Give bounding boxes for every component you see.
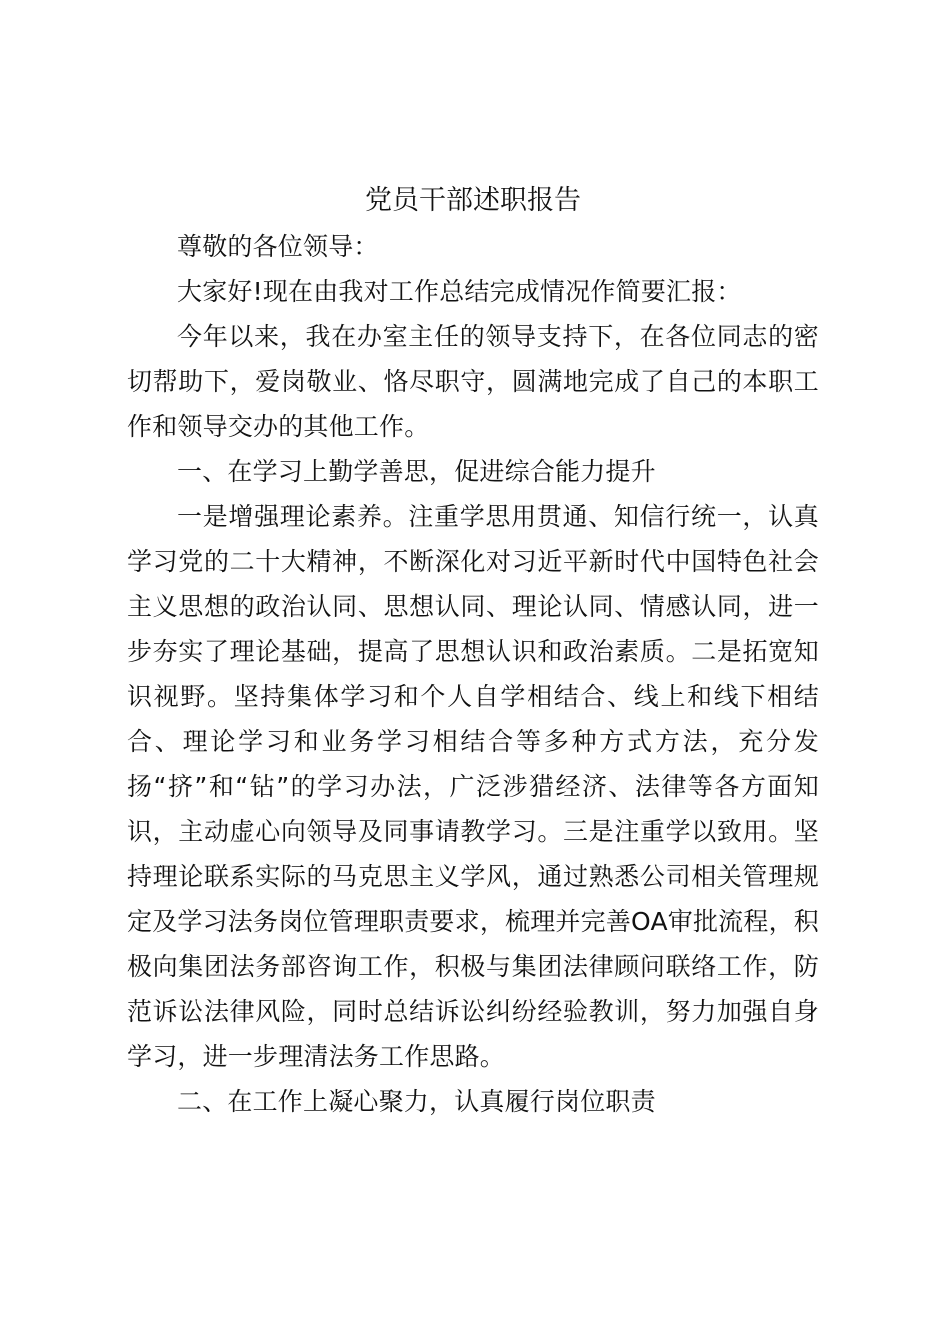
section-2-heading: 二、在工作上凝心聚力，认真履行岗位职责 (177, 1087, 656, 1116)
section-1-body: 一是增强理论素养。注重学思用贯通、知信行统一，认真学习党的二十大精神，不断深化对习近平新时代中国特色社会主义思想的政治认同、思想认同、理论认同、情感认同，进一步夯实了理论基础，提高了思想认识和政治素质。二是拓宽知识视野。坚持集体学习和个人自学相结合、线上和线下相结合、理论学习和业务学习相结合等多种方式方法，充分发扬“挤”和“钻”的学习办法，广泛涉猎经济、法律等各方面知识，主动虚心向领导及同事请教学习。三是注重学以致用。坚持理论联系实际的马克思主义学风，通过熟悉公司相关管理规定及学习法务岗位管理职责要求，梳理并完善OA审批流程，积极向集团法务部咨询工作，积极与集团法律顾问联络工作，防范诉讼法律风险，同时总结诉讼纠纷经验教训，努力加强自身学习，进一步理清法务工作思路。 (127, 502, 819, 1071)
intro-paragraph: 今年以来，我在办室主任的领导支持下，在各位同志的密切帮助下，爱岗敬业、恪尽职守，圆满地完成了自己的本职工作和领导交办的其他工作。 (127, 322, 819, 441)
document-page (127, 178, 819, 1124)
section-1-heading: 一、在学习上勤学善思，促进综合能力提升 (177, 457, 656, 486)
salutation: 尊敬的各位领导： (177, 232, 379, 261)
document-title: 党员干部述职报告 (365, 185, 581, 216)
greeting: 大家好!现在由我对工作总结完成情况作简要汇报： (177, 277, 742, 306)
